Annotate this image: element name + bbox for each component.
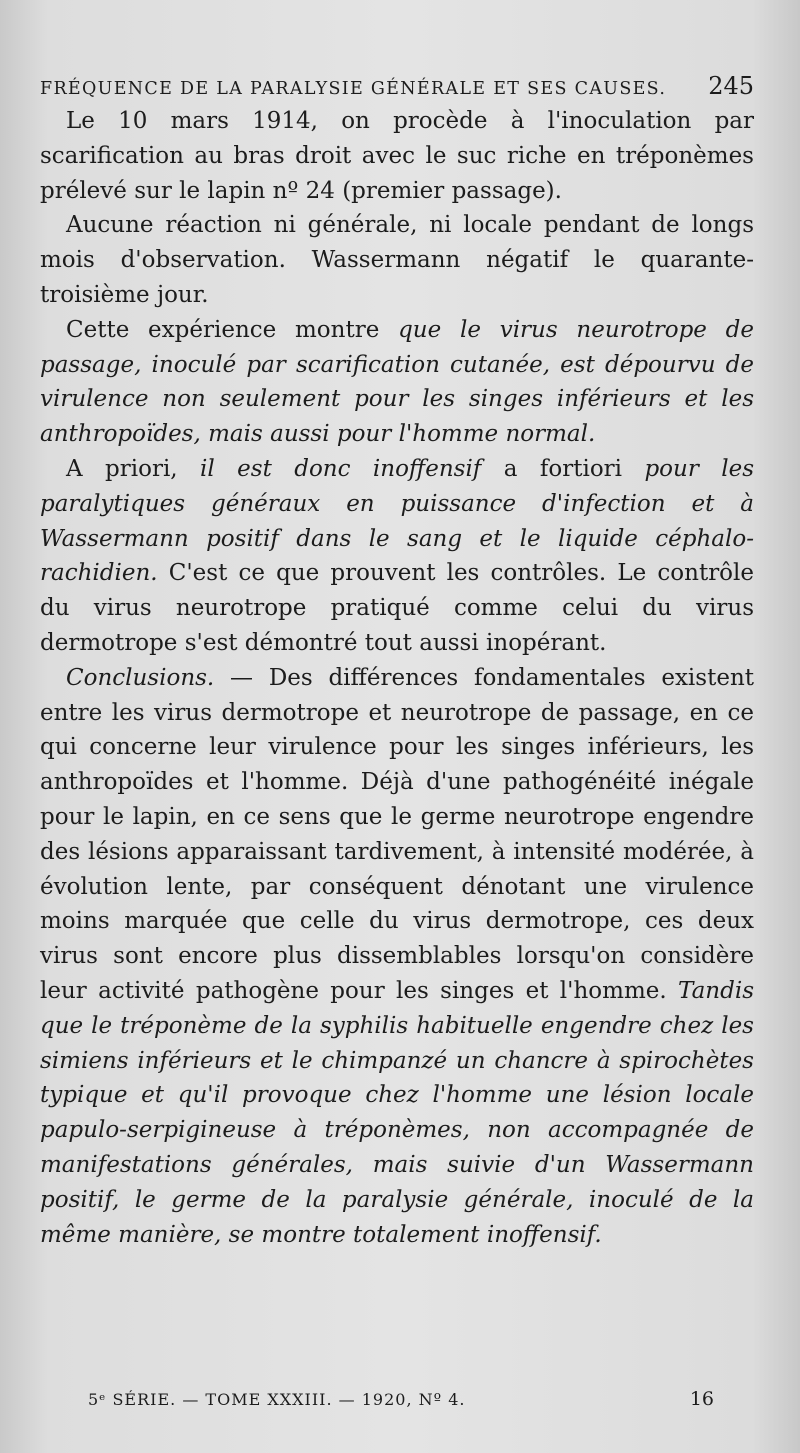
page-number: 245: [708, 72, 754, 100]
paragraph: Conclusions. — Des différences fondamentales existent entre les virus dermotrope et neurotrope de passage, en ce qui concerne leur virulence pour les singes inférieurs, les anthropoïdes et l'homme. Déjà d'une pathogénéité inégale pour le lapin, en ce sens que le germe neurotrope engendre des lésions apparaissant tardivement, à intensité modérée, à évolution lente, par conséquent dénotant une virulence moins marquée que celle du virus dermotrope, ces deux virus sont encore plus dissemblables lorsqu'on considère leur activité pathogène pour les singes et l'homme. Tandis que le tréponème de la syphilis habituelle engendre chez les simiens inférieurs et le chimpanzé un chancre à spirochètes typique et qu'il provoque chez l'homme une lésion locale papulo-serpigineuse à tréponèmes, non accompagnée de manifestations générales, mais suivie d'un Wassermann positif, le germe de la paralysie générale, inoculé de la même manière, se montre totalement inoffensif.: [40, 664, 754, 1248]
paragraph: Cette expérience montre que le virus neurotrope de passage, inoculé par scarification cutanée, est dépourvu de virulence non seulement pour les singes inférieurs et les anthropoïdes, mais aussi pour l'homme normal.: [40, 316, 754, 448]
running-title: FRÉQUENCE DE LA PARALYSIE GÉNÉRALE ET SES CAUSES.: [40, 79, 667, 99]
page-footer: [88, 1388, 714, 1410]
series-line: 5ᵉ SÉRIE. — TOME XXXIII. — 1920, Nº 4.: [88, 1390, 466, 1409]
running-head: [40, 72, 754, 100]
signature-mark: 16: [689, 1388, 714, 1410]
paragraph: Le 10 mars 1914, on procède à l'inoculation par scarification au bras droit avec le suc riche en tréponèmes prélevé sur le lapin nº 24 (premier passage).: [40, 108, 754, 204]
body-text: [40, 104, 754, 1252]
paragraph: A priori, il est donc inoffensif a fortiori pour les paralytiques généraux en puissance d'infection et à Wassermann positif dans le sang et le liquide céphalo-rachidien. C'est ce que prouvent les contrôles. Le contrôle du virus neurotrope pratiqué comme celui du virus dermotrope s'est démontré tout aussi inopérant.: [40, 455, 754, 656]
paragraph: Aucune réaction ni générale, ni locale pendant de longs mois d'observation. Wassermann négatif le quarante-troisième jour.: [40, 212, 754, 308]
